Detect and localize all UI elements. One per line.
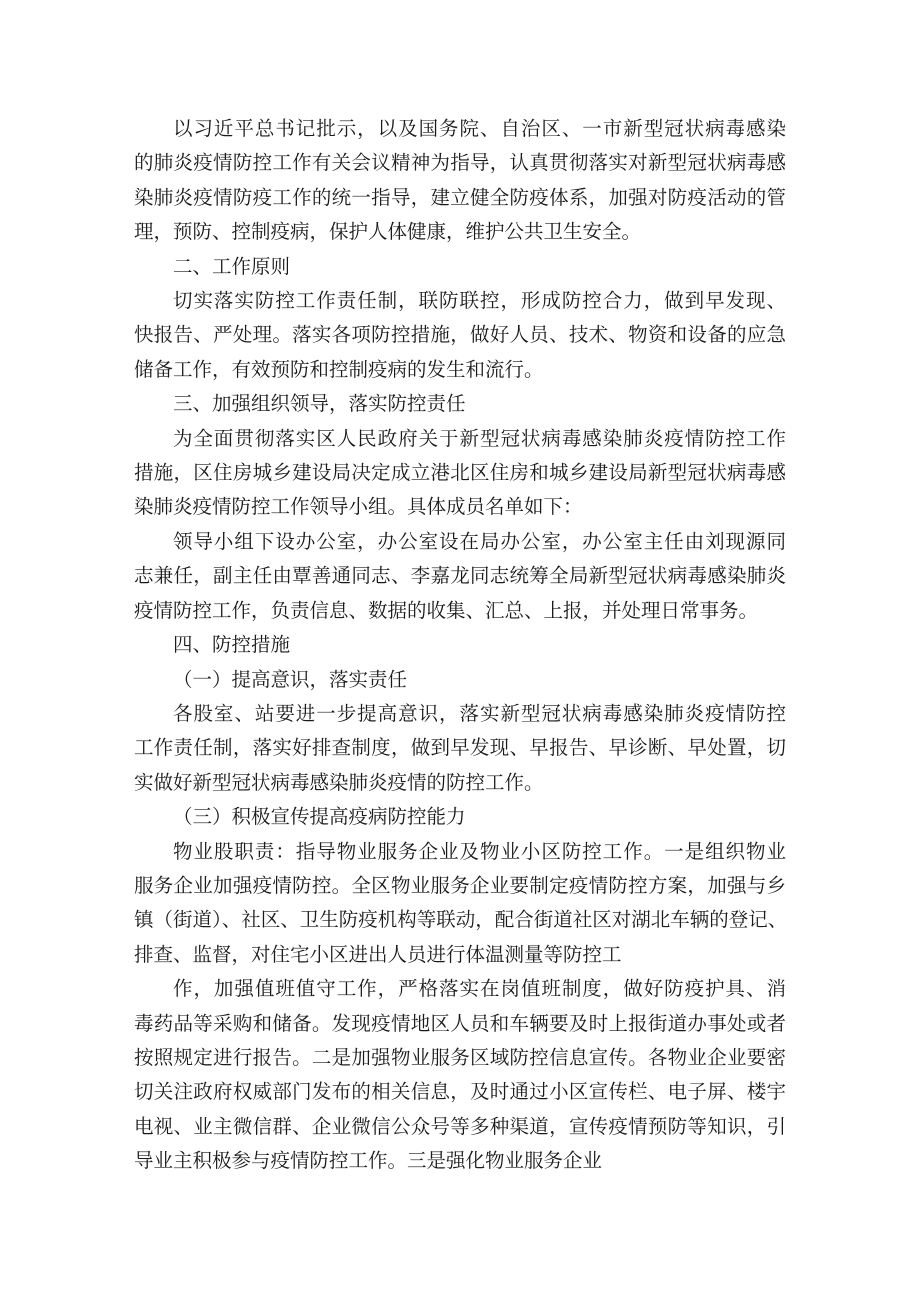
paragraph-line: 排查、监督，对住宅小区进出人员进行体温测量等防控工 [134,942,622,966]
paragraph-line: 实做好新型冠状病毒感染肺炎疫情的防控工作。 [134,770,544,794]
paragraph-line: 染肺炎疫情防控工作领导小组。具体成员名单如下： [134,495,583,519]
body-paragraph [134,697,786,800]
paragraph-line: 志兼任，副主任由覃善通同志、李嘉龙同志统筹全局新型冠状病毒感染肺炎 [134,564,786,588]
paragraph-line: 快报告、严处理。落实各项防控措施，做好人员、技术、物资和设备的应急 [134,323,786,347]
section-heading: 二、工作原则 [173,254,291,278]
body-paragraph [134,835,786,973]
paragraph-line: 工作责任制，落实好排查制度，做到早发现、早报告、早诊断、早处置，切 [134,736,786,760]
paragraph-line: 镇（街道）、社区、卫生防疫机构等联动，配合街道社区对湖北车辆的登记、 [134,908,788,932]
paragraph-line: 切关注政府权威部门发布的相关信息，及时通过小区宣传栏、电子屏、楼宇 [134,1080,786,1104]
body-paragraph [134,525,786,628]
paragraph-line: 切实落实防控工作责任制，联防联控，形成防控合力，做到早发现、 [173,289,786,313]
section-heading: 三、加强组织领导，落实防控责任 [173,392,466,416]
paragraph-line: 物业股职责：指导物业服务企业及物业小区防控工作。一是组织物业 [173,839,786,863]
paragraph-line: 毒药品等采购和储备。发现疫情地区人员和车辆要及时上报街道办事处或者 [134,1011,786,1035]
paragraph-line: 染肺炎疫情防疫工作的统一指导，建立健全防疫体系，加强对防疫活动的管 [134,185,786,209]
body-paragraph [134,112,786,250]
paragraph-line: 的肺炎疫情防控工作有关会议精神为指导，认真贯彻落实对新型冠状病毒感 [134,151,786,175]
paragraph-line: 领导小组下设办公室，办公室设在局办公室，办公室主任由刘现源同 [173,529,786,553]
section-heading: 四、防控措施 [173,633,291,657]
paragraph-line: 以习近平总书记批示，以及国务院、自治区、一市新型冠状病毒感染 [173,117,786,140]
paragraph-line: 各股室、站要进一步提高意识，落实新型冠状病毒感染肺炎疫情防控 [173,701,786,725]
paragraph-line: 理，预防、控制疫病，保护人体健康，维护公共卫生安全。 [134,220,642,244]
paragraph-line: 服务企业加强疫情防控。全区物业服务企业要制定疫情防控方案，加强与乡 [134,873,786,897]
paragraph-line: 储备工作，有效预防和控制疫病的发生和流行。 [134,357,544,381]
paragraph-line: 为全面贯彻落实区人民政府关于新型冠状病毒感染肺炎疫情防控工作 [173,426,786,450]
paragraph-line: 作，加强值班值守工作，严格落实在岗值班制度，做好防疫护具、消 [173,977,786,1001]
body-paragraph [134,284,786,387]
section-heading: （三）积极宣传提高疫病防控能力 [173,805,466,829]
paragraph-line: 疫情防控工作，负责信息、数据的收集、汇总、上报，并处理日常事务。 [134,598,759,622]
paragraph-line: 按照规定进行报告。二是加强物业服务区域防控信息宣传。各物业企业要密 [134,1045,786,1069]
paragraph-line: 电视、业主微信群、企业微信公众号等多种渠道，宣传疫情预防等知识，引 [134,1114,786,1138]
document-body [134,112,786,1179]
body-paragraph [134,422,786,525]
paragraph-line: 措施，区住房城乡建设局决定成立港北区住房和城乡建设局新型冠状病毒感 [134,461,786,485]
paragraph-line: 导业主积极参与疫情防控工作。三是强化物业服务企业 [134,1149,603,1173]
body-paragraph [134,972,786,1178]
section-heading: （一）提高意识，落实责任 [173,667,408,691]
